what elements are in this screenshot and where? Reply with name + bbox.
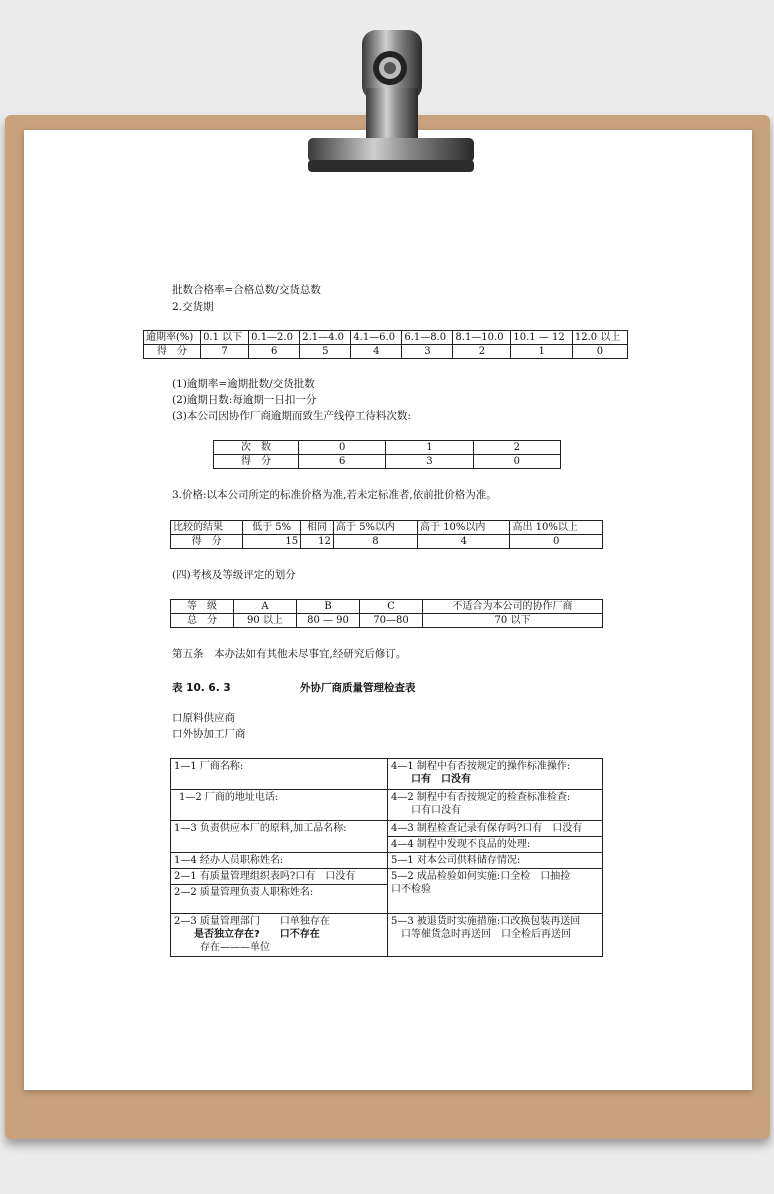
table-cell: 90 以上	[234, 614, 297, 628]
table-cell: 比较的结果	[171, 521, 243, 535]
table-cell: 6	[299, 455, 386, 469]
overdue-score-table	[143, 330, 628, 359]
table-cell: 总 分	[171, 614, 234, 628]
table-cell: 1	[511, 345, 572, 359]
checklist-cell	[388, 914, 603, 957]
grade-table	[170, 599, 603, 628]
binder-clip-icon	[300, 28, 475, 178]
checklist-text: 存在———单位	[200, 942, 270, 953]
table-cell: 70 以下	[423, 614, 603, 628]
note-line: (3)本公司因协作厂商逾期而致生产线停工待料次数:	[172, 410, 411, 422]
table-cell: 5	[300, 345, 351, 359]
table-cell: 15	[243, 535, 301, 549]
table-cell: C	[360, 600, 423, 614]
checklist-cell: 1—1 厂商名称:	[171, 759, 388, 790]
table-cell: 0	[299, 441, 386, 455]
table-cell: 7	[201, 345, 249, 359]
note-line: (1)逾期率=逾期批数/交货批数	[172, 378, 315, 390]
checklist-text: 5—2 成品检验如何实施:口全检 口抽捡	[391, 871, 571, 882]
table-cell: 0.1 以下	[201, 331, 249, 345]
table-cell: 3	[386, 455, 473, 469]
table-row	[171, 821, 603, 837]
table-cell: 次 数	[214, 441, 299, 455]
grading-heading: (四)考核及等级评定的划分	[172, 569, 296, 581]
table-cell: 高出 10%以上	[510, 521, 603, 535]
checklist-cell: 4—4 制程中发现不良品的处理:	[388, 837, 603, 853]
checklist-cell	[388, 759, 603, 790]
table-row	[171, 759, 603, 790]
table-cell: 8	[333, 535, 417, 549]
table-cell: 高于 5%以内	[333, 521, 417, 535]
table-row	[144, 331, 628, 345]
checklist-text: 口等催货急时再送回 口全检后再送回	[401, 929, 571, 940]
table-cell: 0	[572, 345, 627, 359]
checklist-text: 口不检验	[391, 884, 431, 895]
table-cell: 6.1—8.0	[402, 331, 453, 345]
table-cell: 逾期率(%)	[144, 331, 201, 345]
table-number: 表 10. 6. 3	[172, 682, 231, 694]
checklist-cell: 2—2 质量管理负责人职称姓名:	[171, 885, 388, 914]
supplier-type-option: 口外协加工厂商	[172, 728, 246, 740]
table-cell: A	[234, 600, 297, 614]
table-row	[171, 521, 603, 535]
table-row	[171, 853, 603, 869]
table-row	[214, 441, 561, 455]
checklist-cell: 1—3 负责供应本厂的原料,加工品名称:	[171, 821, 388, 853]
table-row	[144, 345, 628, 359]
table-cell: 8.1—10.0	[453, 331, 511, 345]
table-row	[171, 535, 603, 549]
article-five: 第五条 本办法如有其他未尽事宜,经研究后修订。	[172, 648, 407, 660]
checklist-text: 口有口没有	[411, 805, 461, 816]
table-cell: 1	[386, 441, 473, 455]
table-cell: 10.1 — 12	[511, 331, 572, 345]
table-cell: 3	[402, 345, 453, 359]
checklist-cell: 5—1 对本公司供料储存情况:	[388, 853, 603, 869]
table-cell: 80 — 90	[297, 614, 360, 628]
table-cell: 得 分	[144, 345, 201, 359]
checklist-text: 4—2 制程中有否按规定的检查标准检查:	[391, 792, 571, 803]
table-cell: 4	[351, 345, 402, 359]
checklist-cell: 4—3 制程检查记录有保存吗?口有 口没有	[388, 821, 603, 837]
table-cell: 12.0 以上	[572, 331, 627, 345]
table-cell: 0.1—2.0	[249, 331, 300, 345]
table-cell: 等 级	[171, 600, 234, 614]
table-cell: 低于 5%	[243, 521, 301, 535]
table-cell: 得 分	[171, 535, 243, 549]
table-cell: 12	[301, 535, 334, 549]
section-delivery: 2.交货期	[172, 301, 214, 313]
checklist-cell	[388, 790, 603, 821]
table-cell: 得 分	[214, 455, 299, 469]
checklist-text: 5—3 被退货时实施措施:口改换包装再送回	[391, 916, 581, 927]
checklist-cell	[388, 869, 603, 914]
checklist-cell: 2—1 有质量管理组织表吗?口有 口没有	[171, 869, 388, 885]
checklist-cell: 1—2 厂商的地址电话:	[171, 790, 388, 821]
table-cell: 6	[249, 345, 300, 359]
table-cell: B	[297, 600, 360, 614]
price-line: 3.价格:以本公司所定的标准价格为准,若未定标准者,依前批价格为准。	[172, 489, 497, 501]
table-cell: 2	[473, 441, 560, 455]
table-row	[171, 869, 603, 885]
note-line: (2)逾期日数:每逾期一日扣一分	[172, 394, 317, 406]
checklist-text: 是否独立存在? 口不存在	[194, 929, 320, 940]
stoppage-score-table	[213, 440, 561, 469]
table-cell: 0	[510, 535, 603, 549]
table-cell: 2	[453, 345, 511, 359]
checklist-cell	[171, 914, 388, 957]
checklist-text: 4—1 制程中有否按规定的操作标准操作:	[391, 761, 571, 772]
checklist-text: 2—3 质量管理部门 口单独存在	[174, 916, 330, 927]
table-cell: 不适合为本公司的协作厂商	[423, 600, 603, 614]
table-cell: 0	[473, 455, 560, 469]
checklist-cell: 1—4 经办人员职称姓名:	[171, 853, 388, 869]
table-row	[171, 614, 603, 628]
supplier-type-option: 口原料供应商	[172, 712, 235, 724]
quality-checklist-table	[170, 758, 603, 957]
table-cell: 70—80	[360, 614, 423, 628]
table-cell: 相同	[301, 521, 334, 535]
table-title: 外协厂商质量管理检查表	[300, 682, 416, 694]
table-row	[171, 914, 603, 957]
table-cell: 4.1—6.0	[351, 331, 402, 345]
price-score-table	[170, 520, 603, 549]
checklist-text: 口有 口没有	[411, 774, 471, 785]
formula-line: 批数合格率=合格总数/交货总数	[172, 284, 321, 296]
table-cell: 4	[418, 535, 510, 549]
table-row	[214, 455, 561, 469]
table-row	[171, 600, 603, 614]
table-cell: 2.1—4.0	[300, 331, 351, 345]
table-cell: 高于 10%以内	[418, 521, 510, 535]
